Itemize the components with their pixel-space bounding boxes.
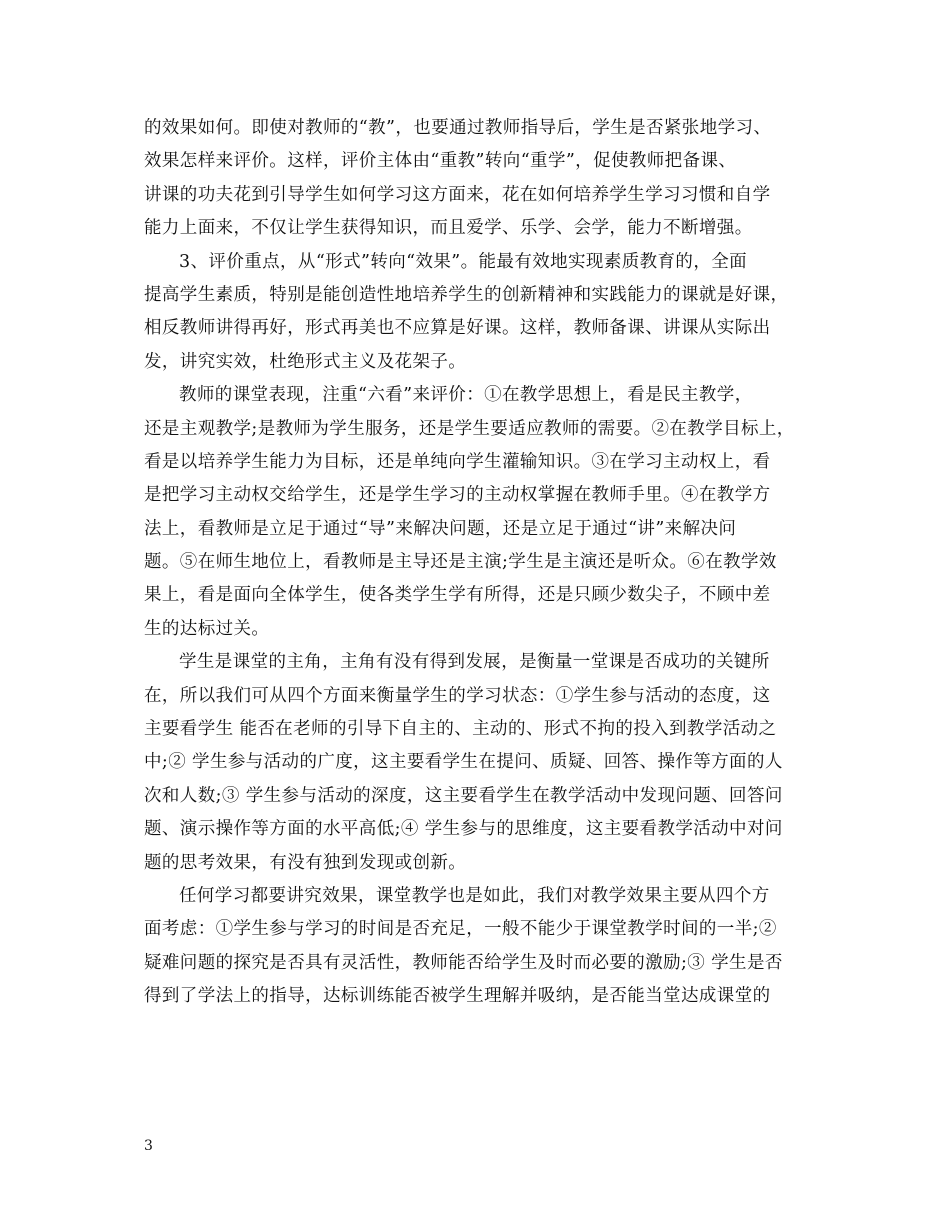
body-text (144, 112, 824, 1014)
text-line: 题。⑤在师生地位上，看教师是主导还是主演;学生是主演还是听众。⑥在教学效 (144, 552, 777, 573)
text-line: 中;② 学生参与活动的广度，这主要看学生在提问、质疑、回答、操作等方面的人 (144, 752, 783, 773)
text-line: 疑难问题的探究是否具有灵活性，教师能否给学生及时而必要的激励;③ 学生是否 (144, 952, 783, 973)
text-line: 相反教师讲得再好，形式再美也不应算是好课。这样，教师备课、讲课从实际出 (144, 318, 771, 339)
text-line: 3、评价重点，从“形式”转向“效果”。能最有效地实现素质教育的，全面 (179, 251, 748, 272)
text-line: 学生是课堂的主角，主角有没有得到发展，是衡量一堂课是否成功的关键所 (179, 652, 770, 673)
text-line: 题的思考效果，有没有独到发现或创新。 (144, 852, 467, 873)
text-line: 发，讲究实效，杜绝形式主义及花架子。 (144, 351, 467, 372)
text-line: 还是主观教学;是教师为学生服务，还是学生要适应教师的需要。②在教学目标上， (144, 418, 795, 439)
text-line: 面考虑：①学生参与学习的时间是否充足，一般不能少于课堂教学时间的一半;② (144, 919, 777, 940)
text-line: 果上，看是面向全体学生，使各类学生学有所得，还是只顾少数尖子，不顾中差 (144, 585, 771, 606)
text-line: 教师的课堂表现，注重“六看”来评价：①在教学思想上，看是民主教学， (179, 385, 753, 406)
text-line: 生的达标过关。 (144, 618, 270, 639)
text-line: 看是以培养学生能力为目标，还是单纯向学生灌输知识。③在学习主动权上，看 (144, 451, 771, 472)
text-line: 提高学生素质，特别是能创造性地培养学生的创新精神和实践能力的课就是好课， (144, 284, 789, 305)
text-line: 次和人数;③ 学生参与活动的深度，这主要看学生在教学活动中发现问题、回答问 (144, 785, 783, 806)
page-number: 3 (144, 1138, 153, 1154)
text-line: 得到了学法上的指导，达标训练能否被学生理解并吸纳，是否能当堂达成课堂的 (144, 986, 771, 1007)
text-line: 是把学习主动权交给学生，还是学生学习的主动权掌握在教师手里。④在教学方 (144, 485, 771, 506)
text-line: 的效果如何。即使对教师的“教”，也要通过教师指导后，学生是否紧张地学习、 (144, 118, 772, 138)
text-line: 讲课的功夫花到引导学生如何学习这方面来，花在如何培养学生学习习惯和自学 (144, 184, 771, 205)
text-line: 在，所以我们可从四个方面来衡量学生的学习状态：①学生参与活动的态度，这 (144, 685, 771, 706)
text-line: 法上，看教师是立足于通过“导”来解决问题，还是立足于通过“讲”来解决问 (144, 518, 737, 539)
text-line: 题、演示操作等方面的水平高低;④ 学生参与的思维度，这主要看教学活动中对问 (144, 819, 783, 840)
text-line: 能力上面来，不仅让学生获得知识，而且爱学、乐学、会学，能力不断增强。 (144, 218, 753, 239)
text-line: 主要看学生 能否在老师的引导下自主的、主动的、形式不拘的投入到教学活动之 (144, 719, 777, 740)
text-line: 任何学习都要讲究效果，课堂教学也是如此，我们对教学效果主要从四个方 (179, 885, 770, 906)
text-line: 效果怎样来评价。这样，评价主体由“重教”转向“重学”，促使教师把备课、 (144, 151, 737, 172)
